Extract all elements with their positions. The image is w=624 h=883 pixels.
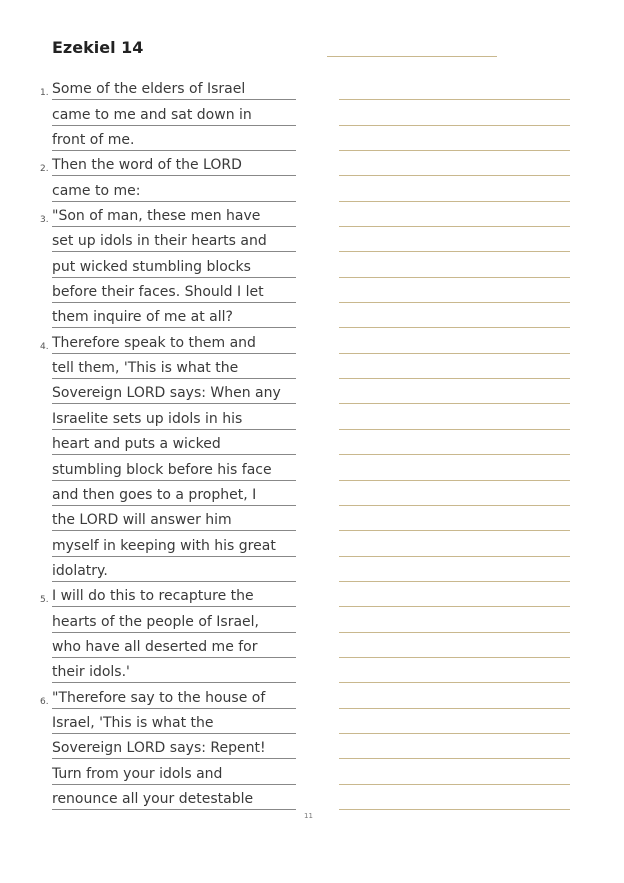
verse-text: renounce all your detestable <box>52 790 296 810</box>
verse-text: put wicked stumbling blocks <box>52 258 296 278</box>
verse-number: 1. <box>40 88 49 99</box>
verse-text: Sovereign LORD says: Repent! <box>52 739 296 759</box>
verse-line <box>40 430 296 455</box>
writing-line[interactable] <box>339 252 570 277</box>
verse-line <box>40 100 296 125</box>
verse-text: came to me: <box>52 182 296 202</box>
writing-line[interactable] <box>339 126 570 151</box>
writing-line[interactable] <box>339 455 570 480</box>
writing-line[interactable] <box>339 151 570 176</box>
verse-line <box>40 607 296 632</box>
writing-line[interactable] <box>339 785 570 810</box>
verse-text: "Therefore say to the house of <box>52 689 296 709</box>
verse-line <box>40 379 296 404</box>
title-writing-line[interactable] <box>327 56 497 57</box>
verse-line <box>40 481 296 506</box>
verse-text: who have all deserted me for <box>52 638 296 658</box>
writing-line[interactable] <box>339 683 570 708</box>
verse-number: 4. <box>40 341 49 352</box>
verse-number: 3. <box>40 215 49 226</box>
verse-text: Turn from your idols and <box>52 765 296 785</box>
writing-line[interactable] <box>339 354 570 379</box>
verse-line <box>40 354 296 379</box>
verse-text: idolatry. <box>52 562 296 582</box>
verse-text: Then the word of the LORD <box>52 156 296 176</box>
writing-line[interactable] <box>339 658 570 683</box>
verse-text: myself in keeping with his great <box>52 537 296 557</box>
verse-line <box>40 785 296 810</box>
writing-line[interactable] <box>339 404 570 429</box>
verse-line <box>40 303 296 328</box>
verse-line <box>40 252 296 277</box>
verse-line <box>40 557 296 582</box>
verse-text: "Son of man, these men have <box>52 207 296 227</box>
writing-line[interactable] <box>339 75 570 100</box>
verse-text: I will do this to recapture the <box>52 587 296 607</box>
verse-line <box>40 278 296 303</box>
page-number: 11 <box>304 812 313 820</box>
writing-line[interactable] <box>339 607 570 632</box>
verse-column <box>40 75 296 810</box>
verse-line <box>40 759 296 784</box>
writing-line[interactable] <box>339 481 570 506</box>
verse-text: Israelite sets up idols in his <box>52 410 296 430</box>
verse-text: Sovereign LORD says: When any <box>52 384 296 404</box>
verse-line <box>40 633 296 658</box>
verse-text: stumbling block before his face <box>52 461 296 481</box>
writing-line[interactable] <box>339 100 570 125</box>
writing-line[interactable] <box>339 430 570 455</box>
verse-text: them inquire of me at all? <box>52 308 296 328</box>
verse-line <box>40 227 296 252</box>
writing-line[interactable] <box>339 176 570 201</box>
writing-line[interactable] <box>339 759 570 784</box>
verse-line <box>40 202 296 227</box>
verse-line <box>40 404 296 429</box>
verse-text: their idols.' <box>52 663 296 683</box>
writing-line[interactable] <box>339 709 570 734</box>
verse-text: Therefore speak to them and <box>52 334 296 354</box>
verse-text: and then goes to a prophet, I <box>52 486 296 506</box>
verse-line <box>40 75 296 100</box>
verse-line <box>40 734 296 759</box>
writing-line[interactable] <box>339 303 570 328</box>
verse-text: Israel, 'This is what the <box>52 714 296 734</box>
verse-text: before their faces. Should I let <box>52 283 296 303</box>
page-title: Ezekiel 14 <box>52 38 144 57</box>
verse-text: tell them, 'This is what the <box>52 359 296 379</box>
writing-line[interactable] <box>339 379 570 404</box>
writing-line[interactable] <box>339 227 570 252</box>
verse-line <box>40 176 296 201</box>
verse-line <box>40 455 296 480</box>
writing-column <box>339 75 570 810</box>
verse-line <box>40 151 296 176</box>
verse-text: heart and puts a wicked <box>52 435 296 455</box>
verse-line <box>40 582 296 607</box>
writing-line[interactable] <box>339 734 570 759</box>
verse-text: Some of the elders of Israel <box>52 80 296 100</box>
writing-line[interactable] <box>339 202 570 227</box>
verse-text: hearts of the people of Israel, <box>52 613 296 633</box>
verse-number: 5. <box>40 595 49 606</box>
verse-number: 2. <box>40 164 49 175</box>
verse-line <box>40 683 296 708</box>
writing-line[interactable] <box>339 633 570 658</box>
writing-line[interactable] <box>339 278 570 303</box>
writing-line[interactable] <box>339 506 570 531</box>
verse-text: the LORD will answer him <box>52 511 296 531</box>
verse-line <box>40 126 296 151</box>
verse-text: front of me. <box>52 131 296 151</box>
verse-number: 6. <box>40 696 49 707</box>
verse-line <box>40 658 296 683</box>
verse-line <box>40 709 296 734</box>
verse-text: came to me and sat down in <box>52 106 296 126</box>
verse-line <box>40 328 296 353</box>
verse-line <box>40 531 296 556</box>
writing-line[interactable] <box>339 328 570 353</box>
writing-line[interactable] <box>339 557 570 582</box>
writing-line[interactable] <box>339 531 570 556</box>
verse-text: set up idols in their hearts and <box>52 232 296 252</box>
writing-line[interactable] <box>339 582 570 607</box>
verse-line <box>40 506 296 531</box>
